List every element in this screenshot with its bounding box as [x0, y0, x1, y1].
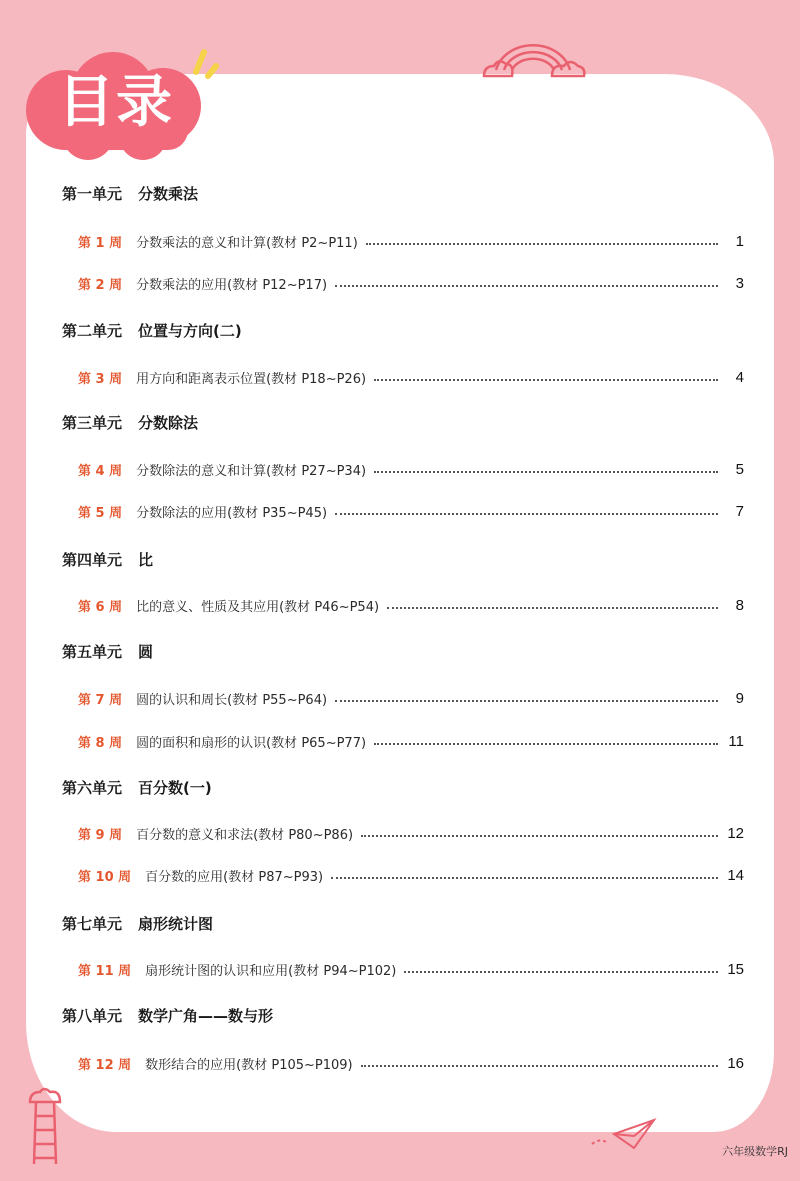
entry-topic: 扇形统计图的认识和应用(教材 P94~P102) — [145, 963, 397, 979]
ladder-icon — [24, 1086, 70, 1166]
page-number: 8 — [735, 596, 744, 614]
unit-title: 比 — [138, 551, 154, 569]
unit-heading — [62, 320, 242, 341]
page-number: 5 — [735, 460, 744, 478]
toc-entry[interactable] — [78, 687, 744, 709]
toc-entry[interactable] — [78, 458, 744, 480]
dot-leader — [335, 513, 718, 515]
dot-leader — [335, 700, 718, 702]
toc-entry[interactable] — [78, 958, 744, 980]
unit-title: 分数乘法 — [138, 185, 199, 203]
dot-leader — [374, 379, 718, 381]
week-label: 第 11 周 — [78, 963, 132, 979]
entry-topic: 百分数的意义和求法(教材 P80~P86) — [136, 827, 354, 843]
unit-title: 扇形统计图 — [138, 915, 214, 933]
week-label: 第 5 周 — [78, 505, 123, 521]
unit-heading — [62, 549, 153, 570]
dot-leader — [335, 285, 718, 287]
page-number: 9 — [735, 689, 744, 707]
toc-entry[interactable] — [78, 272, 744, 294]
entry-topic: 分数乘法的应用(教材 P12~P17) — [136, 277, 328, 293]
dot-leader — [361, 835, 718, 837]
dot-leader — [404, 971, 718, 973]
entry-topic: 比的意义、性质及其应用(教材 P46~P54) — [136, 599, 380, 615]
page-number: 11 — [728, 732, 744, 750]
page-number: 4 — [735, 368, 744, 386]
dot-leader — [366, 243, 718, 245]
unit-heading — [62, 641, 153, 662]
toc-entry[interactable] — [78, 730, 744, 752]
unit-number: 第五单元 — [62, 643, 123, 661]
entry-topic: 数形结合的应用(教材 P105~P109) — [145, 1057, 353, 1073]
week-label: 第 9 周 — [78, 827, 123, 843]
week-label: 第 3 周 — [78, 371, 123, 387]
page-number: 1 — [735, 232, 744, 250]
week-label: 第 7 周 — [78, 692, 123, 708]
sparkle-icon — [190, 46, 220, 80]
week-label: 第 1 周 — [78, 235, 123, 251]
entry-topic: 百分数的应用(教材 P87~P93) — [145, 869, 324, 885]
week-label: 第 6 周 — [78, 599, 123, 615]
unit-title: 百分数(一) — [138, 779, 212, 797]
rainbow-icon — [478, 30, 588, 84]
page-number: 15 — [727, 960, 744, 978]
toc-entry[interactable] — [78, 1052, 744, 1074]
unit-number: 第四单元 — [62, 551, 123, 569]
unit-heading — [62, 183, 198, 204]
dot-leader — [374, 743, 718, 745]
week-label: 第 4 周 — [78, 463, 123, 479]
dot-leader — [374, 471, 718, 473]
dot-leader — [331, 877, 718, 879]
unit-title: 位置与方向(二) — [138, 322, 242, 340]
page-number: 7 — [735, 502, 744, 520]
entry-topic: 分数除法的应用(教材 P35~P45) — [136, 505, 328, 521]
unit-heading — [62, 913, 213, 934]
week-label: 第 8 周 — [78, 735, 123, 751]
unit-number: 第八单元 — [62, 1007, 123, 1025]
week-label: 第 2 周 — [78, 277, 123, 293]
unit-title: 分数除法 — [138, 414, 199, 432]
toc-entry[interactable] — [78, 864, 744, 886]
page-title: 目录 — [58, 70, 174, 135]
footer-label: 六年级数学RJ — [722, 1145, 788, 1158]
toc-entry[interactable] — [78, 366, 744, 388]
unit-heading — [62, 1005, 273, 1026]
entry-topic: 圆的认识和周长(教材 P55~P64) — [136, 692, 328, 708]
unit-title: 圆 — [138, 643, 154, 661]
toc-entry[interactable] — [78, 500, 744, 522]
dot-leader — [387, 607, 718, 609]
toc-entry[interactable] — [78, 822, 744, 844]
page-number: 3 — [735, 274, 744, 292]
page-number: 12 — [727, 824, 744, 842]
entry-topic: 用方向和距离表示位置(教材 P18~P26) — [136, 371, 367, 387]
page-number: 14 — [727, 866, 744, 884]
week-label: 第 12 周 — [78, 1057, 132, 1073]
toc-entry[interactable] — [78, 594, 744, 616]
entry-topic: 圆的面积和扇形的认识(教材 P65~P77) — [136, 735, 367, 751]
unit-number: 第三单元 — [62, 414, 123, 432]
dot-leader — [361, 1065, 718, 1067]
unit-heading — [62, 412, 198, 433]
unit-number: 第六单元 — [62, 779, 123, 797]
toc-entry[interactable] — [78, 230, 744, 252]
unit-number: 第一单元 — [62, 185, 123, 203]
entry-topic: 分数乘法的意义和计算(教材 P2~P11) — [136, 235, 358, 251]
unit-number: 第七单元 — [62, 915, 123, 933]
unit-title: 数学广角——数与形 — [138, 1007, 274, 1025]
entry-topic: 分数除法的意义和计算(教材 P27~P34) — [136, 463, 367, 479]
unit-number: 第二单元 — [62, 322, 123, 340]
week-label: 第 10 周 — [78, 869, 132, 885]
page-number: 16 — [727, 1054, 744, 1072]
unit-heading — [62, 777, 212, 798]
paper-plane-icon — [590, 1114, 658, 1154]
